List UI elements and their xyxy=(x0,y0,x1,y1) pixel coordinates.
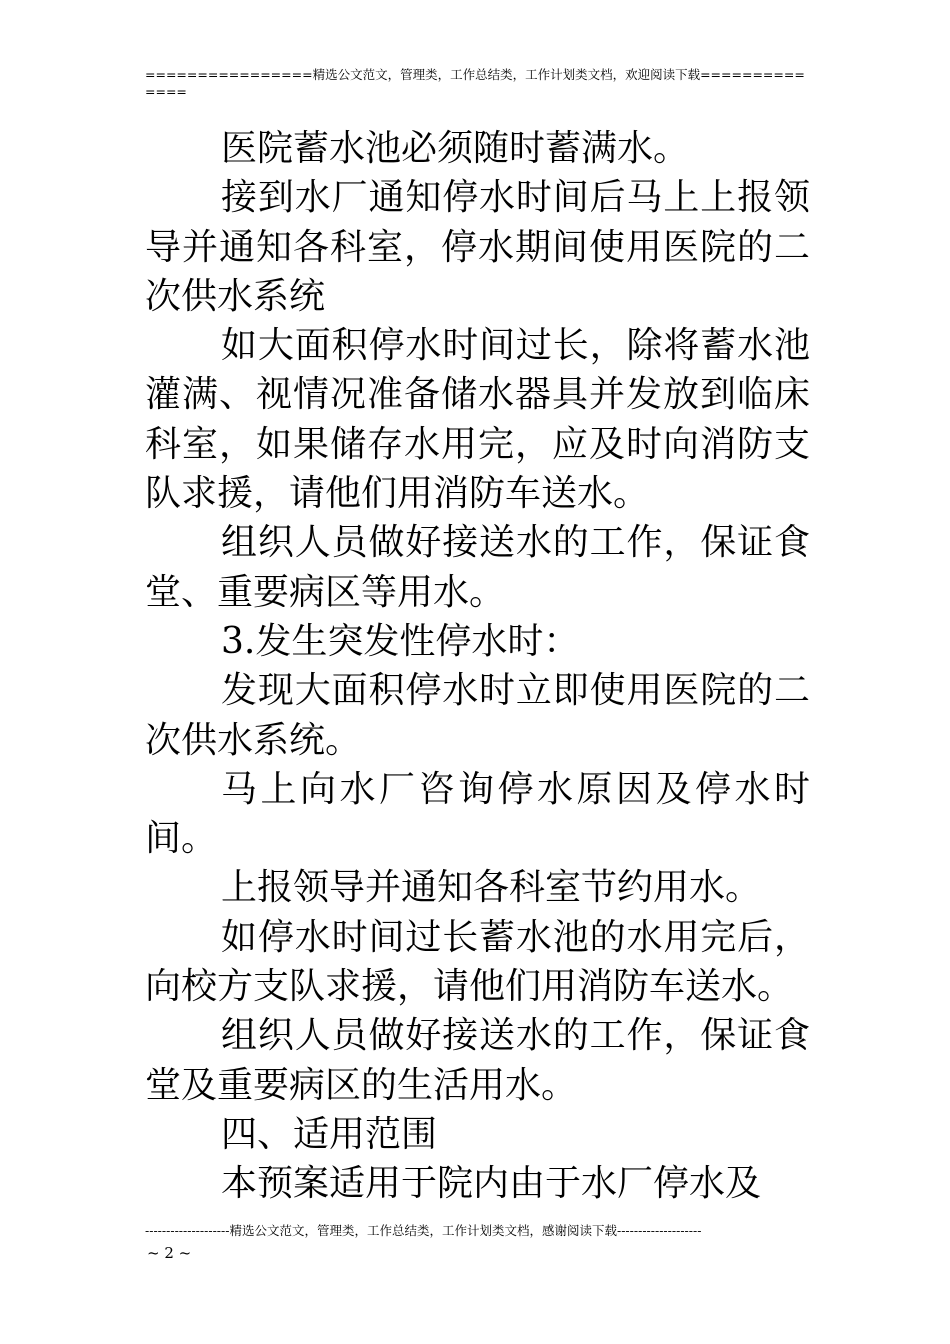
page-number: ~ 2 ~ xyxy=(147,1244,192,1262)
paragraph: 组织人员做好接送水的工作，保证食堂、重要病区等用水。 xyxy=(145,522,810,613)
page-header: ================精选公文范文，管理类，工作总结类，工作计划类文档，欢迎阅读下载============== xyxy=(145,67,805,99)
paragraph: 如大面积停水时间过长，除将蓄水池灌满、视情况准备储水器具并发放到临床科室，如果储存水用完，应及时向消防支队求援，请他们用消防车送水。 xyxy=(145,325,810,515)
document-body xyxy=(145,124,810,1209)
paragraph: 接到水厂通知停水时间后马上上报领导并通知各科室，停水期间使用医院的二次供水系统 xyxy=(145,177,810,317)
page-footer: --------------------精选公文范文，管理类，工作总结类，工作计划类文档，感谢阅读下载-------------------- xyxy=(145,1223,702,1238)
section-heading: 3.发生突发性停水时： xyxy=(221,620,580,662)
paragraph: 马上向水厂咨询停水原因及停水时间。 xyxy=(145,768,810,860)
paragraph: 本预案适用于院内由于水厂停水及 xyxy=(221,1163,762,1205)
paragraph: 如停水时间过长蓄水池的水用完后，向校方支队求援，请他们用消防车送水。 xyxy=(145,916,810,1008)
paragraph: 发现大面积停水时立即使用医院的二次供水系统。 xyxy=(145,670,810,761)
paragraph: 医院蓄水池必须随时蓄满水。 xyxy=(221,128,690,169)
section-heading: 四、适用范围 xyxy=(221,1113,438,1155)
paragraph: 组织人员做好接送水的工作，保证食堂及重要病区的生活用水。 xyxy=(145,1015,810,1106)
paragraph: 上报领导并通知各科室节约用水。 xyxy=(221,867,762,909)
